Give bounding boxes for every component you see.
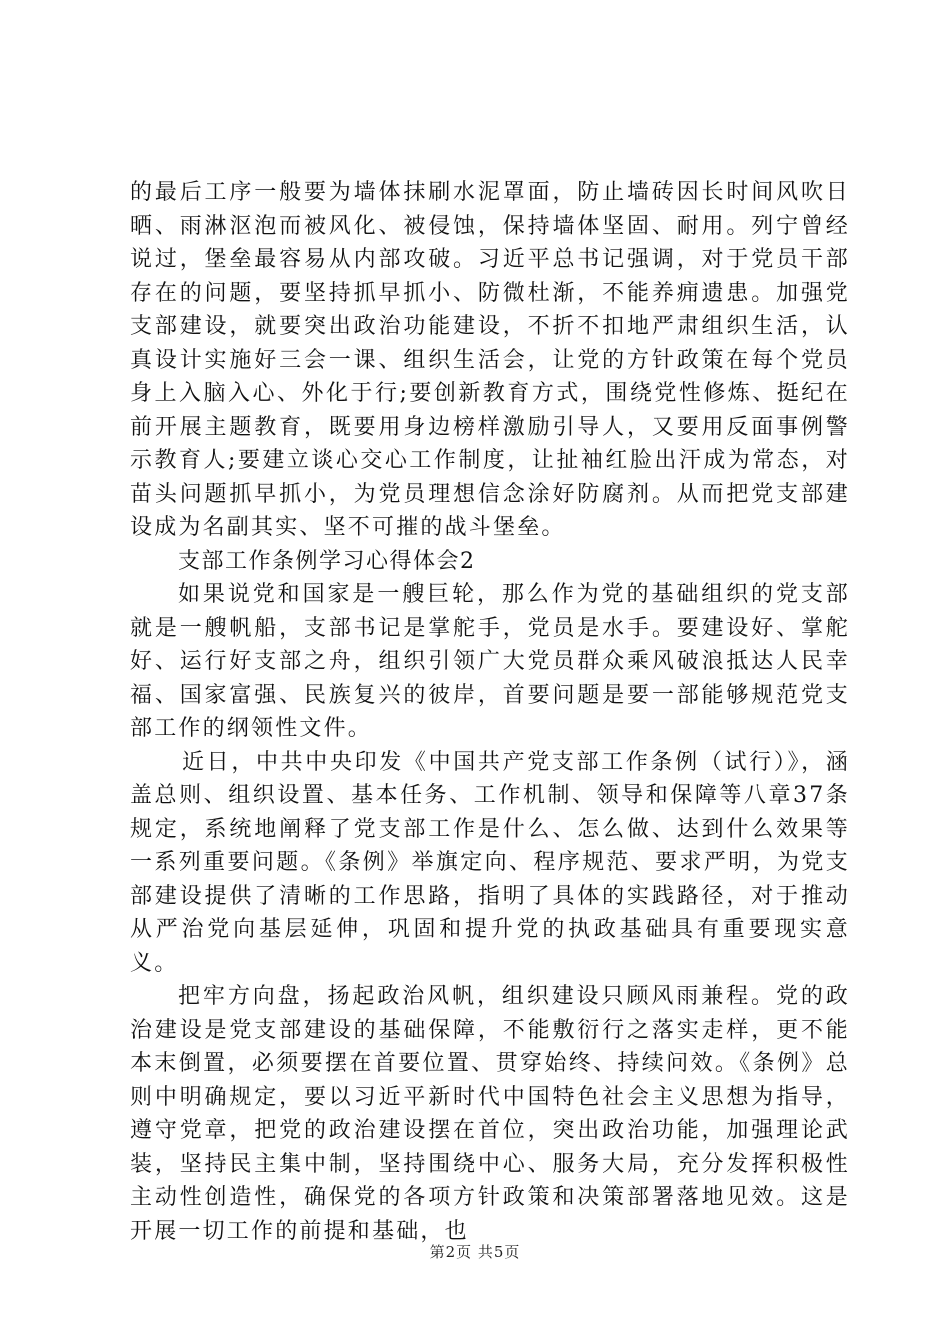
page-footer: 第2页 共5页 (429, 1243, 521, 1261)
paragraph-1: 的最后工序一般要为墙体抹刷水泥罩面，防止墙砖因长时间风吹日晒、雨淋沤泡而被风化、被侵蚀，保持墙体坚固、耐用。列宁曾经说过，堡垒最容易从内部攻破。习近平总书记强调，对于党员干部存在的问题，要坚持抓早抓小、防微杜渐，不能养痈遗患。加强党支部建设，就要突出政治功能建设，不折不扣地严肃组织生活，认真设计实施好三会一课、组织生活会，让党的方针政策在每个党员身上入脑入心、外化于行;要创新教育方式，围绕党性修炼、挺纪在前开展主题教育，既要用身边榜样激励引导人，又要用反面事例警示教育人;要建立谈心交心工作制度，让扯袖红脸出汗成为常态，对苗头问题抓早抓小，为党员理想信念涂好防腐剂。从而把党支部建设成为名副其实、坚不可摧的战斗堡垒。 (130, 180, 850, 540)
paragraph-2: 如果说党和国家是一艘巨轮，那么作为党的基础组织的党支部就是一艘帆船，支部书记是掌舵手，党员是水手。要建设好、掌舵好、运行好支部之舟，组织引领广大党员群众乘风破浪抵达人民幸福、国家富强、民族复兴的彼岸，首要问题是要一部能够规范党支部工作的纲领性文件。 (130, 582, 850, 741)
paragraph-3: 近日，中共中央印发《中国共产党支部工作条例（试行）》，涵盖总则、组织设置、基本任务、工作机制、领导和保障等八章37条规定，系统地阐释了党支部工作是什么、怎么做、达到什么效果等一系列重要问题。《条例》举旗定向、程序规范、要求严明，为党支部建设提供了清晰的工作思路，指明了具体的实践路径，对于推动从严治党向基层延伸，巩固和提升党的执政基础具有重要现实意义。 (130, 749, 850, 976)
document-body (130, 176, 850, 1248)
paragraph-4: 把牢方向盘，扬起政治风帆，组织建设只顾风雨兼程。党的政治建设是党支部建设的基础保障，不能敷衍行之落实走样，更不能本末倒置，必须要摆在首要位置、贯穿始终、持续问效。《条例》总则中明确规定，要以习近平新时代中国特色社会主义思想为指导，遵守党章，把党的政治建设摆在首位，突出政治功能，加强理论武装，坚持民主集中制，坚持围绕中心、服务大局，充分发挥积极性主动性创造性，确保党的各项方针政策和决策部署落地见效。这是开展一切工作的前提和基础，也 (130, 984, 850, 1244)
section-heading: 支部工作条例学习心得体会2 (178, 548, 476, 574)
